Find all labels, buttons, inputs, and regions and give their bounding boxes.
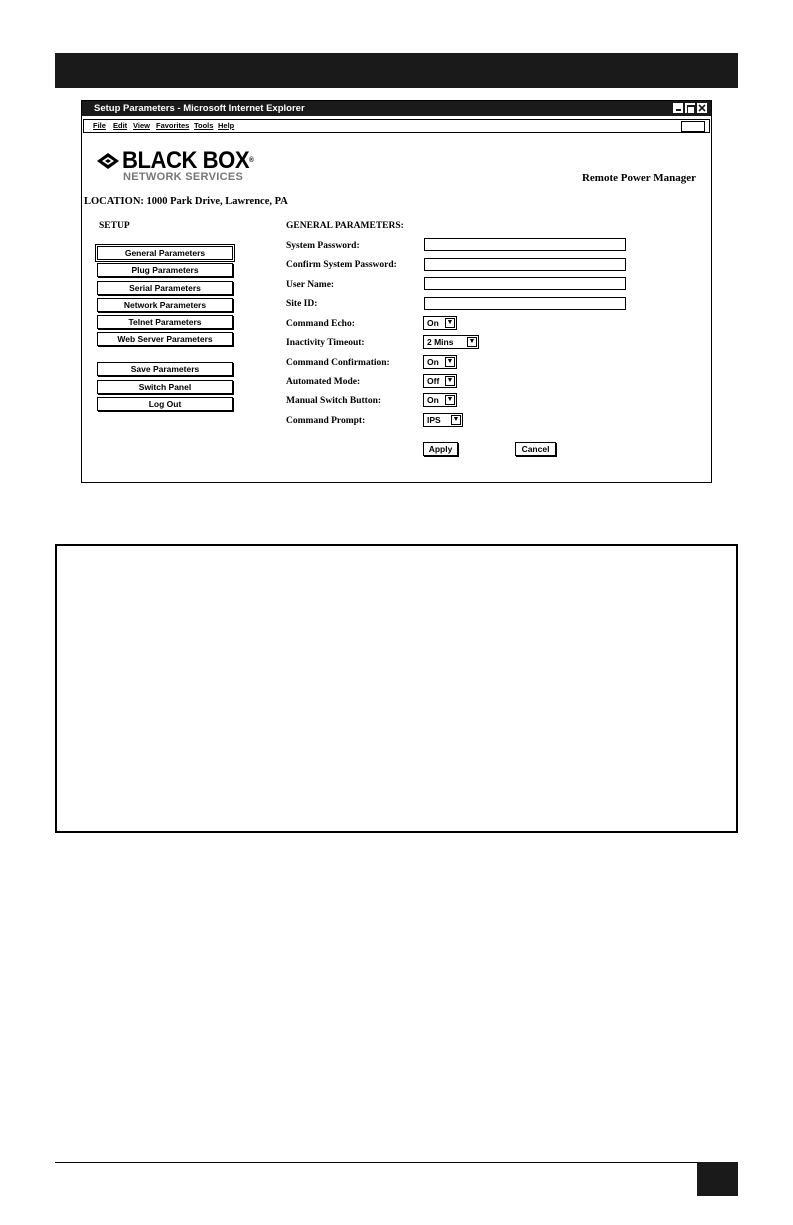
- manual-switch-button-select[interactable]: [423, 393, 457, 407]
- site-id-label: Site ID:: [286, 299, 318, 309]
- command-prompt-select[interactable]: [423, 413, 463, 427]
- manual-switch-button-label: Manual Switch Button:: [286, 396, 382, 406]
- serial-parameters-button[interactable]: Serial Parameters: [97, 281, 233, 295]
- minimize-icon[interactable]: [673, 103, 683, 113]
- page-number-tab: [697, 1162, 738, 1196]
- window-title-bar: [82, 101, 711, 116]
- command-echo-label: Command Echo:: [286, 319, 355, 329]
- plug-parameters-button[interactable]: Plug Parameters: [97, 263, 233, 277]
- command-confirmation-select[interactable]: [423, 355, 457, 369]
- dropdown-arrow-icon[interactable]: ▼: [446, 377, 454, 384]
- menu-favorites[interactable]: Favorites: [156, 121, 190, 130]
- browser-window: Setup Parameters - Microsoft Internet Explorer File Edit View Favorites Tools Help BLACK BOX® NETWORK SERVICES Remote Power Manager LOCATION: 1000 Park Drive, Lawrence, PA SETUP General Parameters Plug Parameters Serial Parameters Network Parameters Telnet Parameters Web Server Parameters Save Parameters Switch Panel Log Out GENERAL PARAMETERS: System Password: Confirm System Password: User Name: Site ID: Command Echo: On ▼ Inactivity Timeout: 2 Mins ▼ Command Confirmation: On ▼ Automated Mode: Off ▼ Manual Switch Button: On ▼ Command Prompt: IPS ▼ Apply Cancel: [81, 100, 712, 483]
- system-password-input[interactable]: [424, 238, 626, 251]
- automated-mode-label: Automated Mode:: [286, 377, 361, 387]
- location-text: LOCATION: 1000 Park Drive, Lawrence, PA: [84, 196, 288, 207]
- confirm-password-input[interactable]: [424, 258, 626, 271]
- menu-edit[interactable]: Edit: [113, 121, 128, 130]
- close-icon[interactable]: [697, 103, 707, 113]
- menu-view[interactable]: View: [133, 121, 150, 130]
- menu-help[interactable]: Help: [218, 121, 235, 130]
- confirm-password-label: Confirm System Password:: [286, 260, 397, 270]
- menu-file[interactable]: File: [93, 121, 106, 130]
- user-name-label: User Name:: [286, 280, 335, 290]
- throbber-box: [681, 121, 705, 132]
- cancel-button[interactable]: Cancel: [515, 442, 556, 456]
- menu-tools[interactable]: Tools: [194, 121, 214, 130]
- dropdown-arrow-icon[interactable]: ▼: [468, 338, 476, 345]
- dropdown-arrow-icon[interactable]: ▼: [446, 358, 454, 365]
- maximize-icon[interactable]: [685, 103, 695, 113]
- setup-heading: SETUP: [99, 221, 130, 231]
- empty-frame: [55, 544, 738, 833]
- log-out-button[interactable]: Log Out: [97, 397, 233, 411]
- general-parameters-heading: GENERAL PARAMETERS:: [286, 221, 404, 231]
- switch-panel-button[interactable]: Switch Panel: [97, 380, 233, 394]
- page-header-bar: [55, 53, 738, 88]
- brand-subtitle: NETWORK SERVICES: [123, 171, 244, 183]
- command-echo-value: On: [427, 318, 439, 328]
- manual-switch-button-value: On: [427, 395, 439, 405]
- automated-mode-select[interactable]: [423, 374, 457, 388]
- dropdown-arrow-icon[interactable]: ▼: [446, 396, 454, 403]
- web-server-parameters-button[interactable]: Web Server Parameters: [97, 332, 233, 346]
- save-parameters-button[interactable]: Save Parameters: [97, 362, 233, 376]
- footer-rule: [55, 1162, 697, 1163]
- dropdown-arrow-icon[interactable]: ▼: [446, 319, 454, 326]
- product-title: Remote Power Manager: [581, 172, 696, 184]
- network-parameters-button[interactable]: Network Parameters: [97, 298, 233, 312]
- diamond-logo-icon: [96, 152, 120, 170]
- command-confirmation-value: On: [427, 357, 439, 367]
- command-prompt-value: IPS: [427, 415, 441, 425]
- automated-mode-value: Off: [427, 376, 440, 386]
- system-password-label: System Password:: [286, 241, 360, 251]
- brand-name: BLACK BOX: [122, 147, 250, 174]
- general-parameters-button[interactable]: General Parameters: [97, 246, 233, 260]
- apply-button[interactable]: Apply: [423, 442, 458, 456]
- dropdown-arrow-icon[interactable]: ▼: [452, 416, 460, 423]
- menu-bar: [83, 119, 710, 133]
- inactivity-timeout-value: 2 Mins: [427, 337, 454, 347]
- command-confirmation-label: Command Confirmation:: [286, 358, 390, 368]
- inactivity-timeout-label: Inactivity Timeout:: [286, 338, 365, 348]
- window-title: Setup Parameters - Microsoft Internet Explorer: [94, 103, 305, 114]
- command-echo-select[interactable]: [423, 316, 457, 330]
- site-id-input[interactable]: [424, 297, 626, 310]
- command-prompt-label: Command Prompt:: [286, 416, 366, 426]
- inactivity-timeout-select[interactable]: [423, 335, 479, 349]
- user-name-input[interactable]: [424, 277, 626, 290]
- telnet-parameters-button[interactable]: Telnet Parameters: [97, 315, 233, 329]
